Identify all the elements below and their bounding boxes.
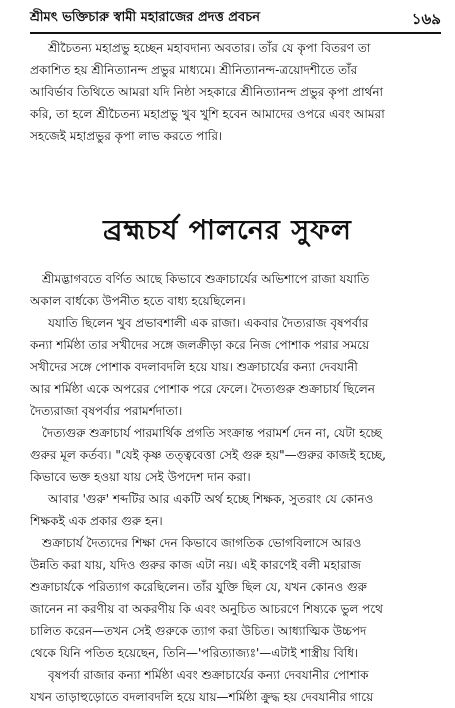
text-line: প্রকাশিত হয় শ্রীনিত্যানন্দ প্রভুর মাধ্যমে। শ্রীনিত্যানন্দ-ত্রয়োদশীতে তাঁর [30, 63, 358, 77]
text-line: যখন তাড়াহুড়োতে বদলাবদলি হয়ে যায়—শর্মিষ্ঠা ক্রুদ্ধ হয় দেবযানীর গায়ে [30, 690, 374, 704]
text-line: দৈত্যরাজা বৃষপর্বার পরামর্শদাতা। [30, 404, 183, 418]
page-header [30, 8, 441, 32]
text-line: যযাতি ছিলেন খুব প্রভাবশালী এক রাজা। একবার দৈত্যরাজ বৃষপর্বার [48, 316, 369, 330]
text-line: সহজেই মহাপ্রভুর কৃপা লাভ করতে পারি। [30, 129, 223, 143]
intro-paragraph [30, 37, 441, 147]
text-line: দৈত্যগুরু শুক্রাচার্য পারমার্থিক প্রগতি সংক্রান্ত পরামর্শ দেন না, যেটা হচ্ছে [42, 426, 382, 440]
text-line: সখীদের সঙ্গে পোশাক বদলাবদলি হয়ে যায়। শুক্রাচার্যের কন্যা দেবযানী [30, 360, 358, 374]
text-line: শিক্ষকই এক প্রকার গুরু হন। [30, 514, 163, 528]
section-heading: ব্রহ্মচর্য পালনের সুফল [103, 215, 352, 246]
text-line: করি, তা হলে শ্রীচৈতন্য মহাপ্রভু খুব খুশি হবেন আমাদের ওপরে এবং আমরা [30, 107, 385, 121]
text-line: শুক্রাচার্যকে পরিত্যাগ করেছিলেন। তাঁর যুক্তি ছিল যে, যখন কোনও গুরু [30, 580, 367, 594]
body-text [30, 268, 441, 708]
text-line: বৃষপর্বা রাজার কন্যা শর্মিষ্ঠা এবং শুক্রাচার্যের কন্যা দেবযানীর পোশাক [48, 668, 369, 682]
text-line: গুরুর মূল কর্তব্য। "যেই কৃষ্ণ তত্ত্ববেত্তা সেই গুরু হয়"—গুরুর কাজই হচ্ছে, [30, 448, 386, 462]
header-rule [30, 32, 441, 34]
page-number: ১৬৯ [411, 10, 441, 28]
text-line: কন্যা শর্মিষ্ঠা তার সখীদের সঙ্গে জলক্রীড়া করে নিজ পোশাক পরার সময়ে [30, 338, 370, 352]
text-line: শ্রীমদ্ভাগবতে বর্ণিত আছে কিভাবে শুক্রাচার্যের অভিশাপে রাজা যযাতি [42, 272, 370, 286]
text-line: আবির্ভাব তিথিতে আমরা যদি নিষ্ঠা সহকারে শ্রীনিত্যানন্দ প্রভুর কৃপা প্রার্থনা [30, 85, 384, 99]
text-line: অকাল বার্ধক্যে উপনীত হতে বাধ্য হয়েছিলেন। [30, 294, 246, 308]
text-line: আবার 'গুরু' শব্দটির আর একটি অর্থ হচ্ছে শিক্ষক, সুতরাং যে কোনও [48, 492, 374, 506]
text-line: শ্রীচৈতন্য মহাপ্রভু হচ্ছেন মহাবদান্য অবতার। তাঁর যে কৃপা বিতরণ তা [48, 41, 371, 55]
text-line: কিভাবে ভক্ত হওয়া যায় সেই উপদেশ দান করা। [30, 470, 251, 484]
text-line: চালিত করেন—তখন সেই গুরুকে ত্যাগ করা উচিত। আধ্যাত্মিক উচ্চপদ [30, 624, 367, 638]
text-line: আর শর্মিষ্ঠা একে অপরের পোশাক পরে ফেলে। দৈত্যগুরু শুক্রাচার্য ছিলেন [30, 382, 375, 396]
text-line: থেকে যিনি পতিত হয়েছেন, তিনি—'পরিত্যাজ্যঃ'—এটাই শাস্ত্রীয় বিধি। [30, 646, 359, 660]
text-line: উন্নতি করা যায়, যদিও গুরুর কাজ এটা নয়। এই কারণেই বলী মহারাজ [30, 558, 362, 572]
running-title: শ্রীমৎ ভক্তিচারু স্বামী মহারাজের প্রদত্ত প্রবচন [30, 10, 261, 25]
text-line: শুক্রাচার্য দৈত্যদের শিক্ষা দেন কিভাবে জাগতিক ভোগবিলাসে আরও [42, 536, 362, 550]
text-line: জানেন না করণীয় বা অকরণীয় কি এবং অনুচিত আচরণে শিষ্যকে ভুল পথে [30, 602, 383, 616]
